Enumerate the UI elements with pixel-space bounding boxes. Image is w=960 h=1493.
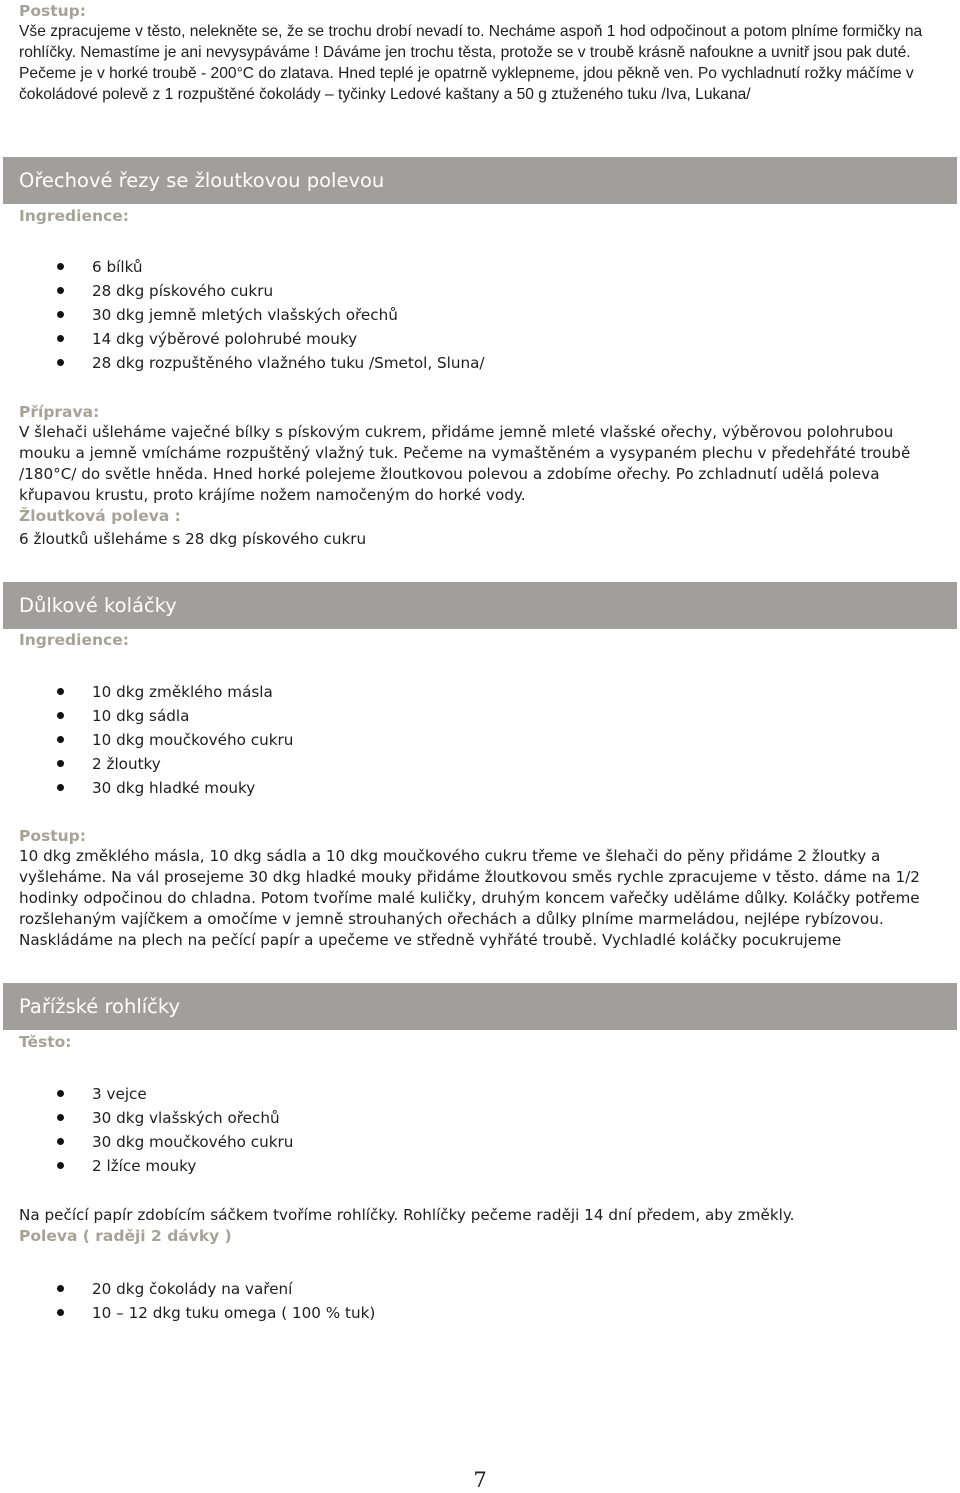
ingredient-list (92, 255, 485, 375)
method-section (19, 402, 936, 550)
method-text: 10 dkg změklého másla, 10 dkg sádla a 10 dkg moučkového cukru třeme ve šlehači do pěny přidáme 2 žloutky a vyšleháme. Na vál prosejeme 30 dkg hladké mouky přidáme žloutkovou směs rychle zpracujeme v těsto. dáme na 1/2 hodinky odpočinou do chladna. Potom tvoříme malé kuličky, druhým koncem vařečky uděláme důlky. Koláčky potřeme rozšlehaným vajíčkem a omočíme v jemně strouhaných ořechách a důlky plníme marmeládou, nejlépe rybízovou. Naskládáme na plech na pečící papír a upečeme ve středně vyhřáté troubě. Vychladlé koláčky pocukrujeme (19, 847, 920, 949)
list-item: 28 dkg pískového cukru (92, 279, 485, 303)
list-item: 2 lžíce mouky (92, 1154, 293, 1178)
ingredients-label (19, 206, 936, 226)
list-item: 10 dkg změklého másla (92, 680, 293, 704)
recipe-title: Pařížské rohlíčky (19, 995, 181, 1018)
list-item: 3 vejce (92, 1082, 293, 1106)
ingredient-list (92, 680, 293, 800)
recipe-title: Ořechové řezy se žloutkovou polevou (19, 169, 385, 192)
method-section (19, 1205, 936, 1246)
recipe-title-bar-1 (3, 157, 957, 204)
list-item: 30 dkg hladké mouky (92, 776, 293, 800)
glaze-label: Žloutková poleva : (19, 507, 181, 525)
glaze-label: Poleva ( raději 2 dávky ) (19, 1227, 232, 1245)
intro-section (19, 1, 936, 105)
list-item: 6 bílků (92, 255, 485, 279)
dough-heading: Těsto: (19, 1033, 72, 1051)
page-number: 7 (473, 1468, 487, 1492)
recipe-title-bar-2 (3, 582, 957, 629)
list-item: 10 dkg sádla (92, 704, 293, 728)
method-text: Na pečící papír zdobícím sáčkem tvoříme rohlíčky. Rohlíčky pečeme raději 14 dní předem, aby změkly. (19, 1206, 795, 1224)
method-label: Příprava: (19, 403, 100, 421)
list-item: 14 dkg výběrové polohrubé mouky (92, 327, 485, 351)
list-item: 30 dkg jemně mletých vlašských ořechů (92, 303, 485, 327)
list-item: 28 dkg rozpuštěného vlažného tuku /Smetol, Sluna/ (92, 351, 485, 375)
glaze-text: 6 žloutků ušleháme s 28 dkg pískového cukru (19, 530, 367, 548)
list-item: 20 dkg čokolády na vaření (92, 1277, 375, 1301)
method-section (19, 826, 936, 951)
recipe-title-bar-3 (3, 983, 957, 1030)
intro-method-text: Vše zpracujeme v těsto, nelekněte se, že se trochu drobí nevadí to. Necháme aspoň 1 hod odpočinout a potom plníme formičky na rohlíčky. Nemastíme je ani nevysypáváme ! Dáváme jen trochu těsta, protože se v troubě krásně nafoukne a uvnitř jsou pak duté. Pečeme je v horké troubě - 200°C do zlatava. Hned teplé je opatrně vyklepneme, jdou pěkně ven. Po vychladnutí rožky máčíme v čokoládové polevě z 1 rozpuštěné čokolády – tyčinky Ledové kaštany a 50 g ztuženého tuku /Iva, Lukana/ (19, 23, 923, 103)
dough-label (19, 1032, 936, 1052)
ingredients-heading: Ingredience: (19, 631, 129, 649)
method-text: V šlehači ušleháme vaječné bílky s pískovým cukrem, přidáme jemně mleté vlašské ořechy, výběrovou polohrubou mouku a jemně vmícháme rozpuštěný vlažný tuk. Pečeme na vymaštěném a vysypaném plechu v předehřáté troubě /180°C/ do světle hněda. Hned horké polejeme žloutkovou polevou a zdobíme ořechy. Po zchladnutí udělá poleva křupavou krustu, proto krájíme nožem namočeným do horké vody. (19, 423, 911, 504)
glaze-list (92, 1277, 375, 1325)
ingredient-list (92, 1082, 293, 1178)
list-item: 30 dkg moučkového cukru (92, 1130, 293, 1154)
ingredients-label (19, 630, 936, 650)
method-label: Postup: (19, 827, 86, 845)
list-item: 10 dkg moučkového cukru (92, 728, 293, 752)
ingredients-heading: Ingredience: (19, 207, 129, 225)
list-item: 30 dkg vlašských ořechů (92, 1106, 293, 1130)
intro-method-label: Postup: (19, 2, 86, 20)
list-item: 2 žloutky (92, 752, 293, 776)
list-item: 10 – 12 dkg tuku omega ( 100 % tuk) (92, 1301, 375, 1325)
recipe-title: Důlkové koláčky (19, 594, 177, 617)
